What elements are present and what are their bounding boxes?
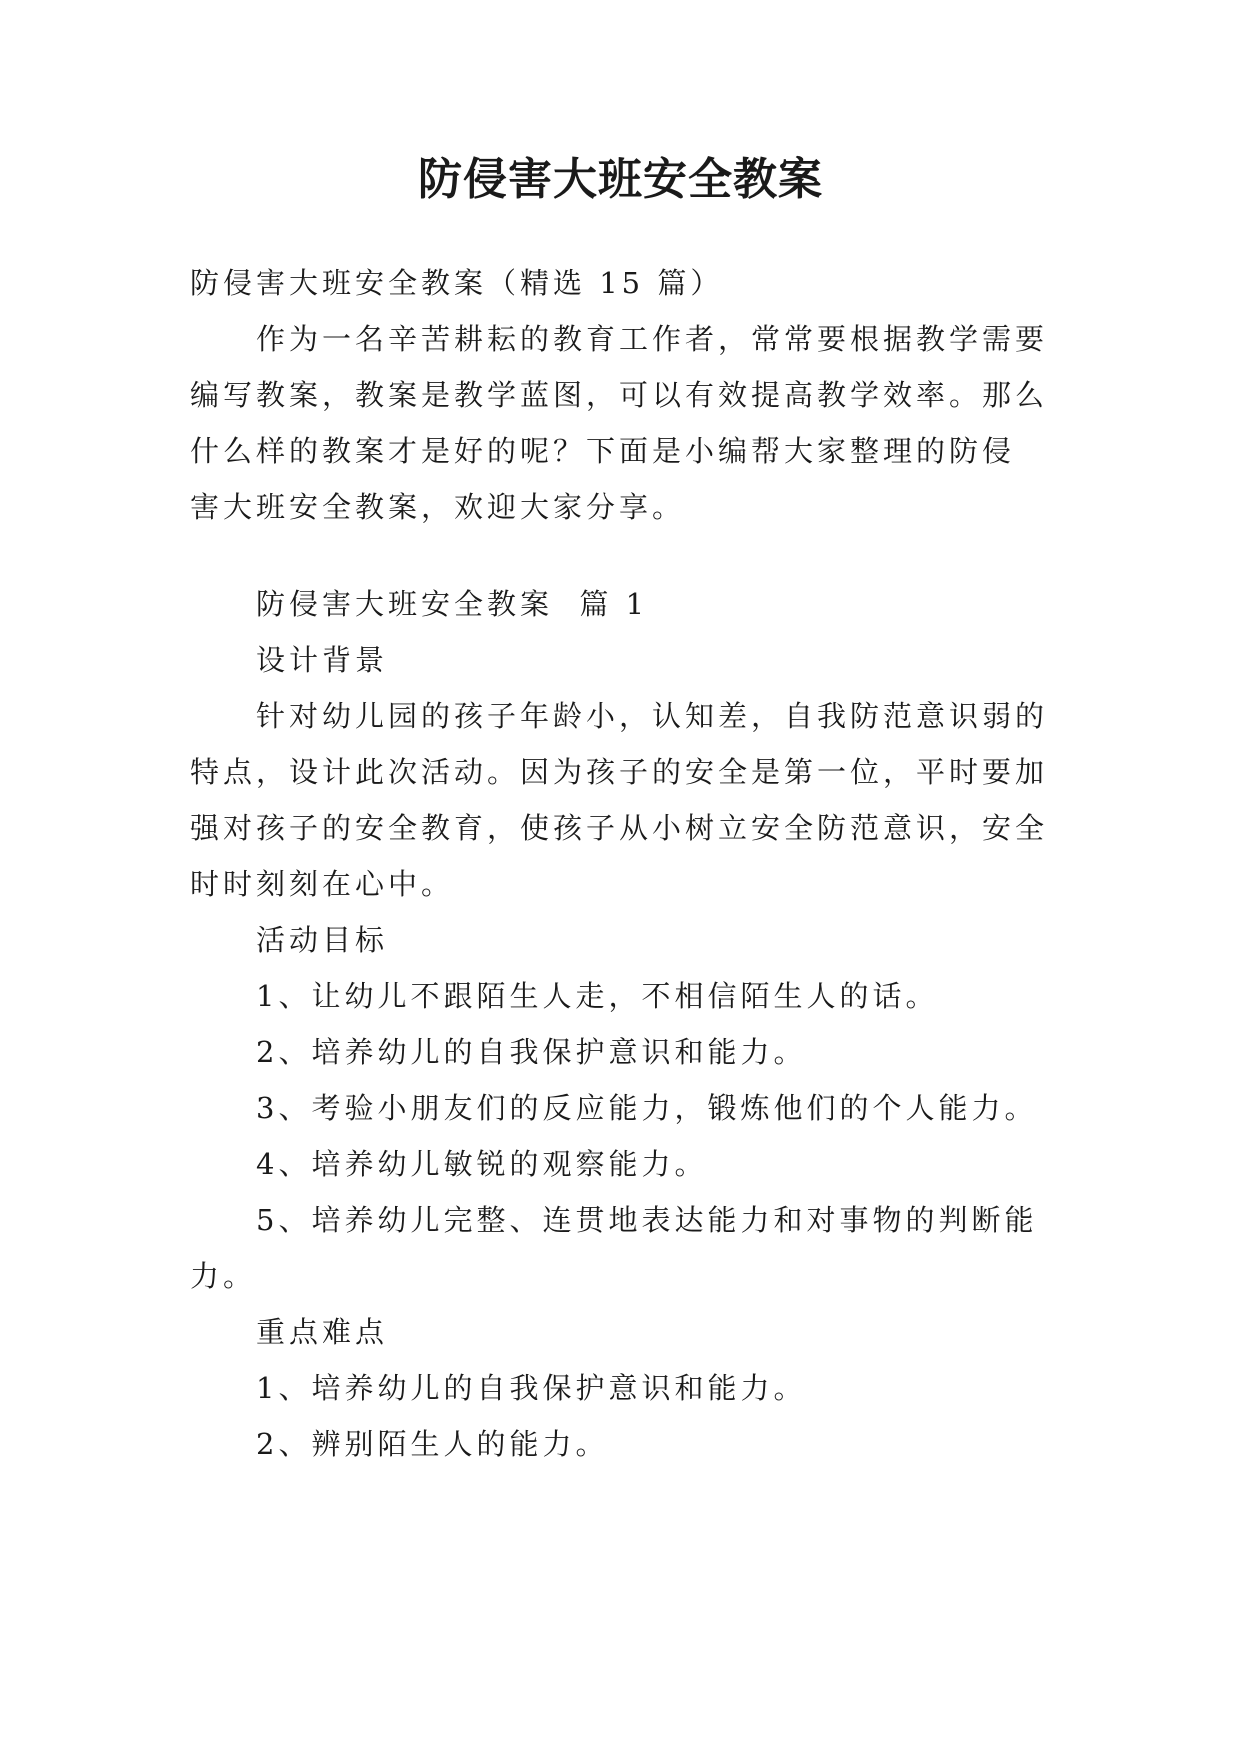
paragraph-line: 编写教案，教案是教学蓝图，可以有效提高教学效率。那么 xyxy=(190,378,1049,412)
paragraph-line: 害大班安全教案，欢迎大家分享。 xyxy=(190,490,686,524)
subtitle-line: 防侵害大班安全教案（精选 15 篇） xyxy=(190,266,724,300)
subheading: 重点难点 xyxy=(256,1315,389,1349)
subheading: 活动目标 xyxy=(256,923,389,957)
list-item: 3、考验小朋友们的反应能力，锻炼他们的个人能力。 xyxy=(256,1091,1038,1125)
paragraph-line: 作为一名辛苦耕耘的教育工作者，常常要根据教学需要 xyxy=(256,322,1049,356)
section-heading: 防侵害大班安全教案 篇 1 xyxy=(256,587,649,621)
paragraph-line: 强对孩子的安全教育，使孩子从小树立安全防范意识，安全 xyxy=(190,811,1049,845)
list-item-continuation: 力。 xyxy=(190,1259,257,1293)
paragraph-line: 特点，设计此次活动。因为孩子的安全是第一位，平时要加 xyxy=(190,755,1049,789)
list-item: 4、培养幼儿敏锐的观察能力。 xyxy=(256,1147,708,1181)
list-item: 1、让幼儿不跟陌生人走，不相信陌生人的话。 xyxy=(256,979,939,1013)
document-body xyxy=(190,0,1054,1461)
paragraph-line: 针对幼儿园的孩子年龄小，认知差，自我防范意识弱的 xyxy=(256,699,1049,733)
paragraph-line: 什么样的教案才是好的呢？下面是小编帮大家整理的防侵 xyxy=(190,434,1016,468)
list-item: 2、辨别陌生人的能力。 xyxy=(256,1427,609,1461)
list-item: 1、培养幼儿的自我保护意识和能力。 xyxy=(256,1371,807,1405)
paragraph-line: 时时刻刻在心中。 xyxy=(190,867,455,901)
list-item: 5、培养幼儿完整、连贯地表达能力和对事物的判断能 xyxy=(256,1203,1038,1237)
document-title: 防侵害大班安全教案 xyxy=(418,154,823,205)
list-item: 2、培养幼儿的自我保护意识和能力。 xyxy=(256,1035,807,1069)
subheading: 设计背景 xyxy=(256,643,389,677)
